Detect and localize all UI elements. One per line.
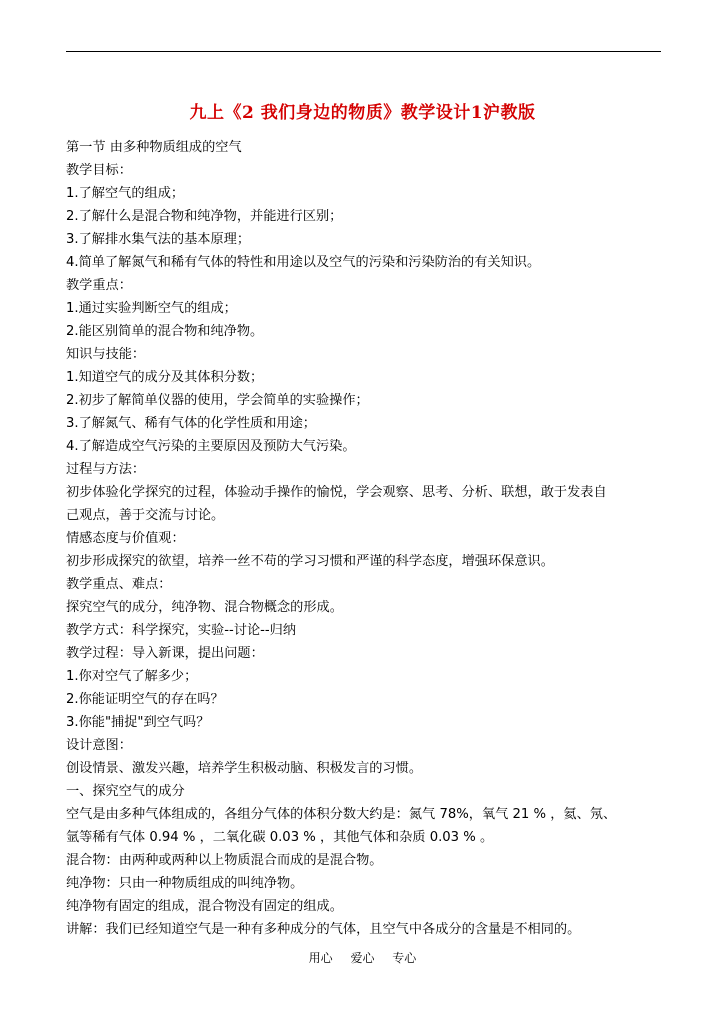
- text-line: 情感态度与价值观：: [66, 531, 185, 546]
- text-line: 2.初步了解简单仪器的使用，学会简单的实验操作；: [66, 393, 369, 408]
- text-line: 2.你能证明空气的存在吗？: [66, 692, 224, 707]
- text-line: 知识与技能：: [66, 347, 146, 362]
- page-footer: 用心 爱心 专心: [308, 951, 417, 965]
- text-line: 教学目标：: [66, 163, 132, 178]
- text-line: 创设情景、激发兴趣，培养学生积极动脑、积极发言的习惯。: [66, 761, 423, 776]
- text-line: 1.通过实验判断空气的组成；: [66, 301, 237, 316]
- text-line: 混合物：由两种或两种以上物质混合而成的是混合物。: [66, 853, 383, 868]
- text-line: 1.你对空气了解多少；: [66, 669, 198, 684]
- text-line: 氩等稀有气体 0.94 % ，二氧化碳 0.03 % ，其他气体和杂质 0.03 % 。: [66, 830, 494, 845]
- text-line: 讲解：我们已经知道空气是一种有多种成分的气体，且空气中各成分的含量是不相同的。: [66, 922, 581, 937]
- section-heading: 第一节 由多种物质组成的空气: [66, 140, 242, 155]
- text-line: 初步体验化学探究的过程，体验动手操作的愉悦，学会观察、思考、分析、联想，敢于发表自: [66, 485, 607, 500]
- header-rule: [66, 51, 661, 52]
- text-line: 教学过程：导入新课，提出问题：: [66, 646, 264, 661]
- text-line: 过程与方法：: [66, 462, 146, 477]
- text-line: 初步形成探究的欲望，培养一丝不苟的学习习惯和严谨的科学态度，增强环保意识。: [66, 554, 554, 569]
- text-line: 教学方式：科学探究，实验--讨论--归纳: [66, 623, 297, 638]
- document-body: [66, 136, 669, 941]
- text-line: 教学重点：: [66, 278, 132, 293]
- text-line: 4.了解造成空气污染的主要原因及预防大气污染。: [66, 439, 356, 454]
- text-line: 己观点，善于交流与讨论。: [66, 508, 225, 523]
- text-line: 3.你能"捕捉"到空气吗？: [66, 715, 210, 730]
- text-line: 教学重点、难点：: [66, 577, 172, 592]
- text-line: 设计意图：: [66, 738, 132, 753]
- text-line: 纯净物有固定的组成，混合物没有固定的组成。: [66, 899, 343, 914]
- document-title: 九上《2 我们身边的物质》教学设计1沪教版: [189, 103, 536, 123]
- section-heading: 一、探究空气的成分: [66, 784, 185, 799]
- text-line: 1.知道空气的成分及其体积分数；: [66, 370, 264, 385]
- text-line: 3.了解氮气、稀有气体的化学性质和用途；: [66, 416, 316, 431]
- text-line: 纯净物：只由一种物质组成的叫纯净物。: [66, 876, 304, 891]
- text-line: 空气是由多种气体组成的，各组分气体的体积分数大约是：氮气 78%，氧气 21 % ，氦、氖、: [66, 807, 617, 822]
- text-line: 1.了解空气的组成；: [66, 186, 185, 201]
- text-line: 4.简单了解氮气和稀有气体的特性和用途以及空气的污染和污染防治的有关知识。: [66, 255, 541, 270]
- text-line: 探究空气的成分，纯净物、混合物概念的形成。: [66, 600, 343, 615]
- text-line: 3.了解排水集气法的基本原理；: [66, 232, 251, 247]
- text-line: 2.能区别简单的混合物和纯净物。: [66, 324, 264, 339]
- text-line: 2.了解什么是混合物和纯净物，并能进行区别；: [66, 209, 343, 224]
